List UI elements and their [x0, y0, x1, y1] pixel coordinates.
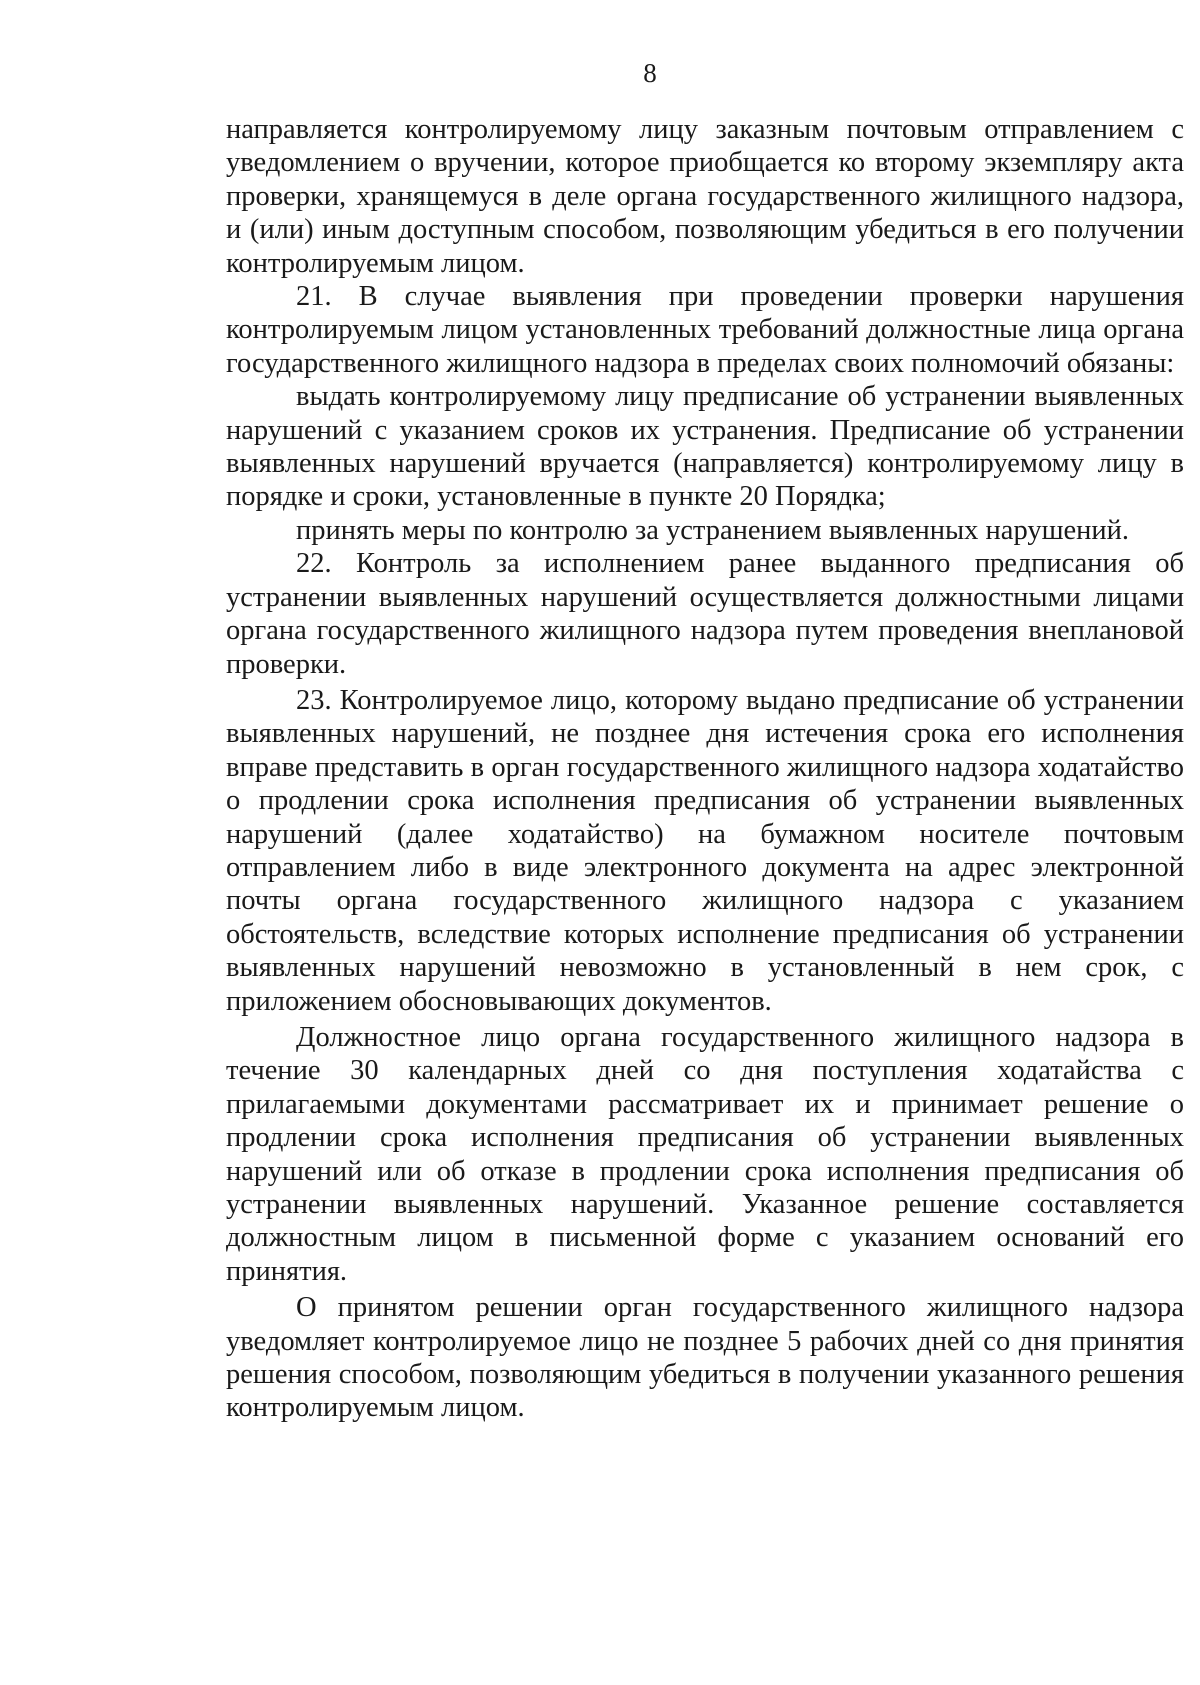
page-number: 8	[643, 58, 657, 88]
paragraph-issue-order: выдать контролируемому лицу предписание об устранении выявленных нарушений с указанием сроков их устранения. Предписание об устранении выявленных нарушений вручается (направляется) контролируемому лицу в порядке и сроки, установленные в пункте 20 Порядка;	[226, 381, 1184, 513]
paragraph-official-decision: Должностное лицо органа государственного жилищного надзора в течение 30 календарных дней со дня поступления ходатайства с прилагаемыми документами рассматривает их и принимает решение о продлении срока исполнения предписания об устранении выявленных нарушений или об отказе в продлении срока исполнения предписания об устранении выявленных нарушений. Указанное решение составляется должностным лицом в письменной форме с указанием оснований его принятия.	[226, 1021, 1184, 1287]
document-body	[226, 113, 1184, 1425]
paragraph-take-measures: принять меры по контролю за устранением выявленных нарушений.	[296, 514, 1130, 546]
paragraph-continuation: направляется контролируемому лицу заказным почтовым отправлением с уведомлением о вручении, которое приобщается ко второму экземпляру акта проверки, хранящемуся в деле органа государственного жилищного надзора, и (или) иным доступным способом, позволяющим убедиться в его получении контролируемым лицом.	[226, 114, 1184, 279]
paragraph-item-21: 21. В случае выявления при проведении проверки нарушения контролируемым лицом установленных требований должностные лица органа государственного жилищного надзора в пределах своих полномочий обязаны:	[226, 281, 1184, 379]
paragraph-notification: О принятом решении орган государственного жилищного надзора уведомляет контролируемое лицо не позднее 5 рабочих дней со дня принятия решения способом, позволяющим убедиться в получении указанного решения контролируемым лицом.	[226, 1292, 1184, 1424]
paragraph-item-22: 22. Контроль за исполнением ранее выданного предписания об устранении выявленных нарушений осуществляется должностными лицами органа государственного жилищного надзора путем проведения внеплановой проверки.	[226, 548, 1184, 680]
paragraph-item-23: 23. Контролируемое лицо, которому выдано предписание об устранении выявленных нарушений, не позднее дня истечения срока его исполнения вправе представить в орган государственного жилищного надзора ходатайство о продлении срока исполнения предписания об устранении выявленных нарушений (далее ходатайство) на бумажном носителе почтовым отправлением либо в виде электронного документа на адрес электронной почты органа государственного жилищного надзора с указанием обстоятельств, вследствие которых исполнение предписания об устранении выявленных нарушений невозможно в установленный в нем срок, с приложением обосновывающих документов.	[226, 684, 1184, 1017]
